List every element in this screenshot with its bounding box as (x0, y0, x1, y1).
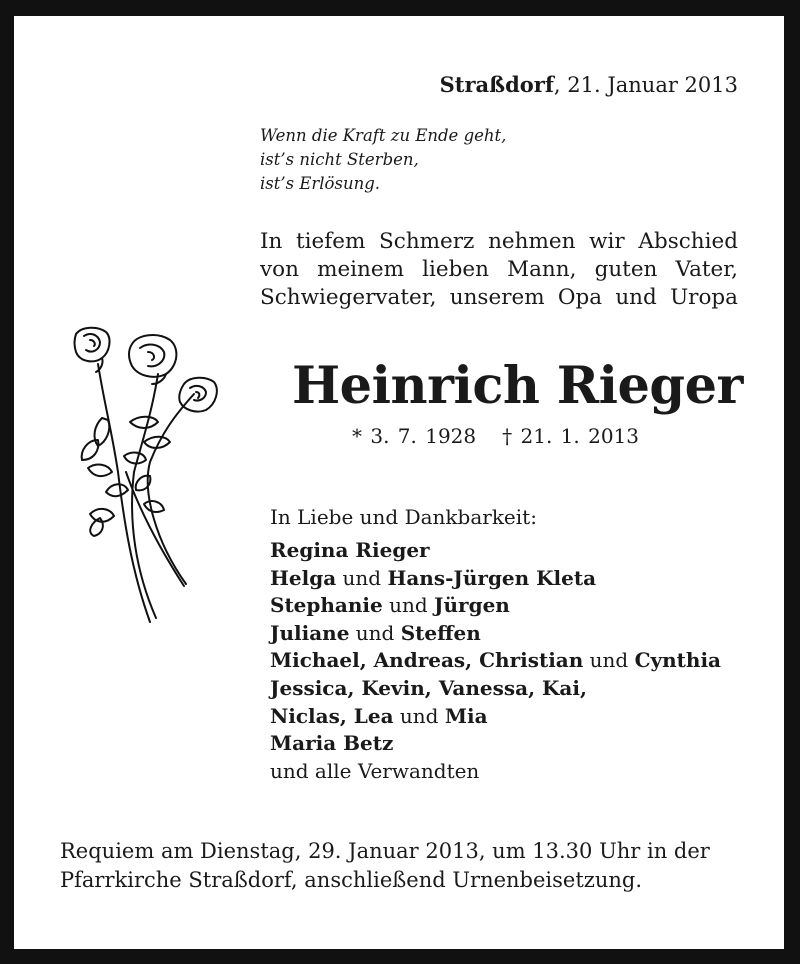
mourner-name: Regina Rieger (270, 538, 430, 562)
life-dates (352, 424, 639, 448)
list-item (270, 647, 721, 675)
poem (260, 124, 506, 196)
list-item (270, 537, 721, 565)
place-date (440, 72, 738, 97)
mourner-name: Hans-Jürgen Kleta (387, 565, 597, 590)
mourner-name: Michael, Andreas, Christian (270, 648, 584, 673)
intro-line: Schwiegervater, unserem Opa und Uropa (260, 285, 738, 310)
mourner-name: Helga (270, 565, 337, 590)
conjunction: und (336, 565, 388, 590)
poem-line: ist’s Erlösung. (260, 174, 381, 193)
thanks-line: In Liebe und Dankbarkeit: (270, 505, 537, 529)
intro-line: In tiefem Schmerz nehmen wir Abschied (260, 229, 738, 254)
intro-line: von meinem lieben Mann, guten Vater, (260, 257, 738, 282)
mourner-name: Cynthia (634, 648, 722, 673)
list-item (270, 758, 721, 786)
mourner-name: Jessica, Kevin, Vanessa, Kai, (270, 675, 587, 700)
mourner-name: Mia (444, 703, 488, 728)
mourners-list (270, 537, 721, 785)
poem-line: Wenn die Kraft zu Ende geht, (260, 126, 507, 145)
mourner-name: Maria Betz (270, 731, 394, 756)
birth-date: * 3. 7. 1928 (352, 424, 477, 448)
mourner-name: Steffen (400, 620, 481, 645)
service-info (60, 837, 710, 895)
list-item (270, 703, 721, 731)
intro-text (260, 228, 738, 312)
deceased-name: Heinrich Rieger (292, 356, 743, 416)
poem-line: ist’s nicht Sterben, (260, 150, 419, 169)
mourner-name: Stephanie (270, 593, 383, 618)
list-item (270, 730, 721, 758)
place: Straßdorf (439, 72, 554, 97)
list-item (270, 675, 721, 703)
list-item (270, 592, 721, 620)
mourner-name: Juliane (270, 620, 350, 645)
service-line: Pfarrkirche Straßdorf, anschließend Urnenbeisetzung. (60, 868, 643, 892)
list-item (270, 565, 721, 593)
relatives-line: und alle Verwandten (270, 758, 480, 783)
service-line: Requiem am Dienstag, 29. Januar 2013, um 13.30 Uhr in der (60, 839, 710, 863)
conjunction: und (583, 648, 635, 673)
roses-drawing-icon (66, 322, 226, 626)
mourner-name: Jürgen (434, 593, 510, 618)
death-date: † 21. 1. 2013 (502, 424, 639, 448)
list-item (270, 620, 721, 648)
mourner-name: Niclas, Lea (270, 703, 394, 728)
conjunction: und (393, 703, 445, 728)
date: , 21. Januar 2013 (553, 73, 738, 97)
conjunction: und (349, 620, 401, 645)
conjunction: und (382, 593, 435, 618)
